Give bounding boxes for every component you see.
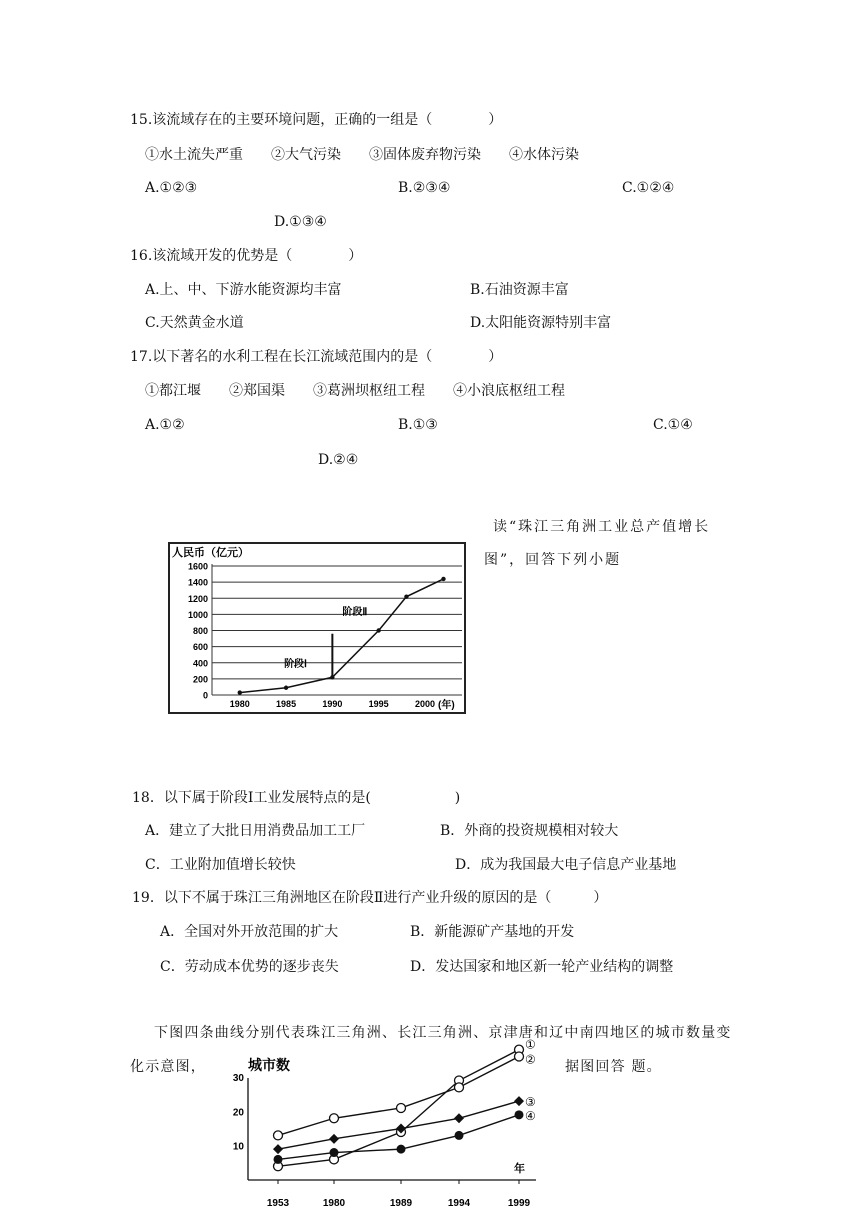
q17-items: ①都江堰 ②郑国渠 ③葛洲坝枢纽工程 ④小浪底枢纽工程 [145,383,565,399]
q15-option-b: B.②③④ [398,180,451,196]
series-point [329,1134,339,1144]
x-axis-label: (年) [438,700,455,711]
output-point [238,690,242,694]
q16-stem: 16.该流域开发的优势是（ ） [130,248,363,264]
series-point [454,1113,464,1123]
series-point [397,1103,406,1112]
intro1-line1: 读“珠江三角洲工业总产值增长 [493,519,711,535]
x-tick-label: 2000 [414,699,435,709]
q18-option-b: B．外商的投资规模相对较大 [440,823,619,839]
y-tick-label: 1400 [187,577,208,588]
y-tick-label: 1200 [187,593,208,604]
series-label: ③ [525,1095,536,1110]
city-count-svg [230,1037,550,1216]
series-label: ① [525,1037,536,1052]
intro1-line2: 图”，回答下列小题 [484,552,622,568]
x-tick-label: 1985 [276,699,297,709]
x-tick-label: 1989 [389,1198,413,1209]
q15-option-c: C.①②④ [622,180,675,196]
q19-option-b: B．新能源矿产基地的开发 [410,924,575,940]
q19-option-c: C．劳动成本优势的逐步丧失 [160,959,339,975]
q18-option-c: C．工业附加值增长较快 [145,857,296,873]
y-axis-label: 城市数 [248,1057,290,1073]
q16-option-d: D.太阳能资源特别丰富 [470,315,612,331]
q16-option-c: C.天然黄金水道 [145,315,244,331]
industrial-output-svg [170,544,464,712]
q19-option-d: D．发达国家和地区新一轮产业结构的调整 [410,959,674,975]
q16-option-a: A.上、中、下游水能资源均丰富 [145,282,342,298]
series-point [515,1052,524,1061]
q15-option-d: D.①③④ [274,214,327,230]
series-point [455,1083,464,1092]
y-tick-label: 800 [192,626,208,636]
series-point [330,1148,339,1157]
intro2-line2-left: 化示意图， [130,1059,206,1075]
output-point [441,577,445,581]
q18-option-d: D．成为我国最大电子信息产业基地 [455,857,677,873]
y-tick-label: 1600 [187,561,208,572]
stage-2-label: 阶段Ⅱ [342,607,368,619]
series-point [455,1131,464,1140]
series-point [515,1110,524,1119]
series-label: ④ [525,1108,536,1123]
industrial-output-chart [168,542,466,714]
q18-stem: 18．以下属于阶段Ⅰ工业发展特点的是( ) [132,790,461,806]
y-tick-label: 0 [202,690,208,701]
x-tick-label: 1980 [229,699,250,709]
q19-option-a: A．全国对外开放范围的扩大 [160,924,339,940]
q17-stem: 17.以下著名的水利工程在长江流域范围内的是（ ） [130,349,503,365]
q16-option-b: B.石油资源丰富 [470,282,569,298]
x-axis-label: 年 [514,1163,525,1175]
x-tick-label: 1995 [368,699,389,709]
q17-option-a: A.①② [145,417,185,433]
y-tick-label: 600 [192,642,208,653]
intro2-line1: 下图四条曲线分别代表珠江三角洲、长江三角洲、京津唐和辽中南四地区的城市数量变 [154,1025,732,1041]
x-tick-label: 1980 [322,1198,346,1209]
y-tick-label: 20 [232,1107,244,1119]
city-count-chart [230,1037,550,1216]
series-point [397,1145,406,1154]
x-tick-label: 1990 [322,699,343,709]
series-point [274,1131,283,1140]
q15-option-a: A.①②③ [145,180,198,196]
q19-stem: 19．以下不属于珠江三角洲地区在阶段Ⅱ进行产业升级的原因的是（ ） [132,890,608,906]
series-point [514,1096,524,1106]
q15-stem: 15.该流域存在的主要环境问题，正确的一组是（ ） [130,112,503,128]
y-tick-label: 400 [192,658,208,669]
series-point [274,1155,283,1164]
series-point [330,1114,339,1123]
q17-option-c: C.①④ [653,417,693,433]
output-point [376,628,380,632]
x-tick-label: 1999 [507,1198,531,1209]
y-tick-label: 10 [232,1141,244,1153]
q17-option-b: B.①③ [398,417,438,433]
intro2-line2-right: 据图回答 题。 [565,1059,662,1075]
y-tick-label: 1000 [187,609,208,620]
y-tick-label: 30 [232,1073,244,1085]
y-tick-label: 200 [192,674,208,685]
output-line [240,579,444,693]
series-label: ② [525,1052,536,1067]
stage-1-label: 阶段Ⅰ [284,658,308,670]
output-point [404,594,408,598]
q18-option-a: A．建立了大批日用消费品加工工厂 [145,823,366,839]
output-point [284,686,288,690]
y-axis-label: 人民币（亿元） [172,547,249,559]
series-point [273,1144,283,1154]
x-tick-label: 1994 [447,1198,471,1209]
x-tick-label: 1953 [266,1198,290,1209]
q17-option-d: D.②④ [318,452,359,468]
q15-items: ①水土流失严重 ②大气污染 ③固体废弃物污染 ④水体污染 [145,147,579,163]
